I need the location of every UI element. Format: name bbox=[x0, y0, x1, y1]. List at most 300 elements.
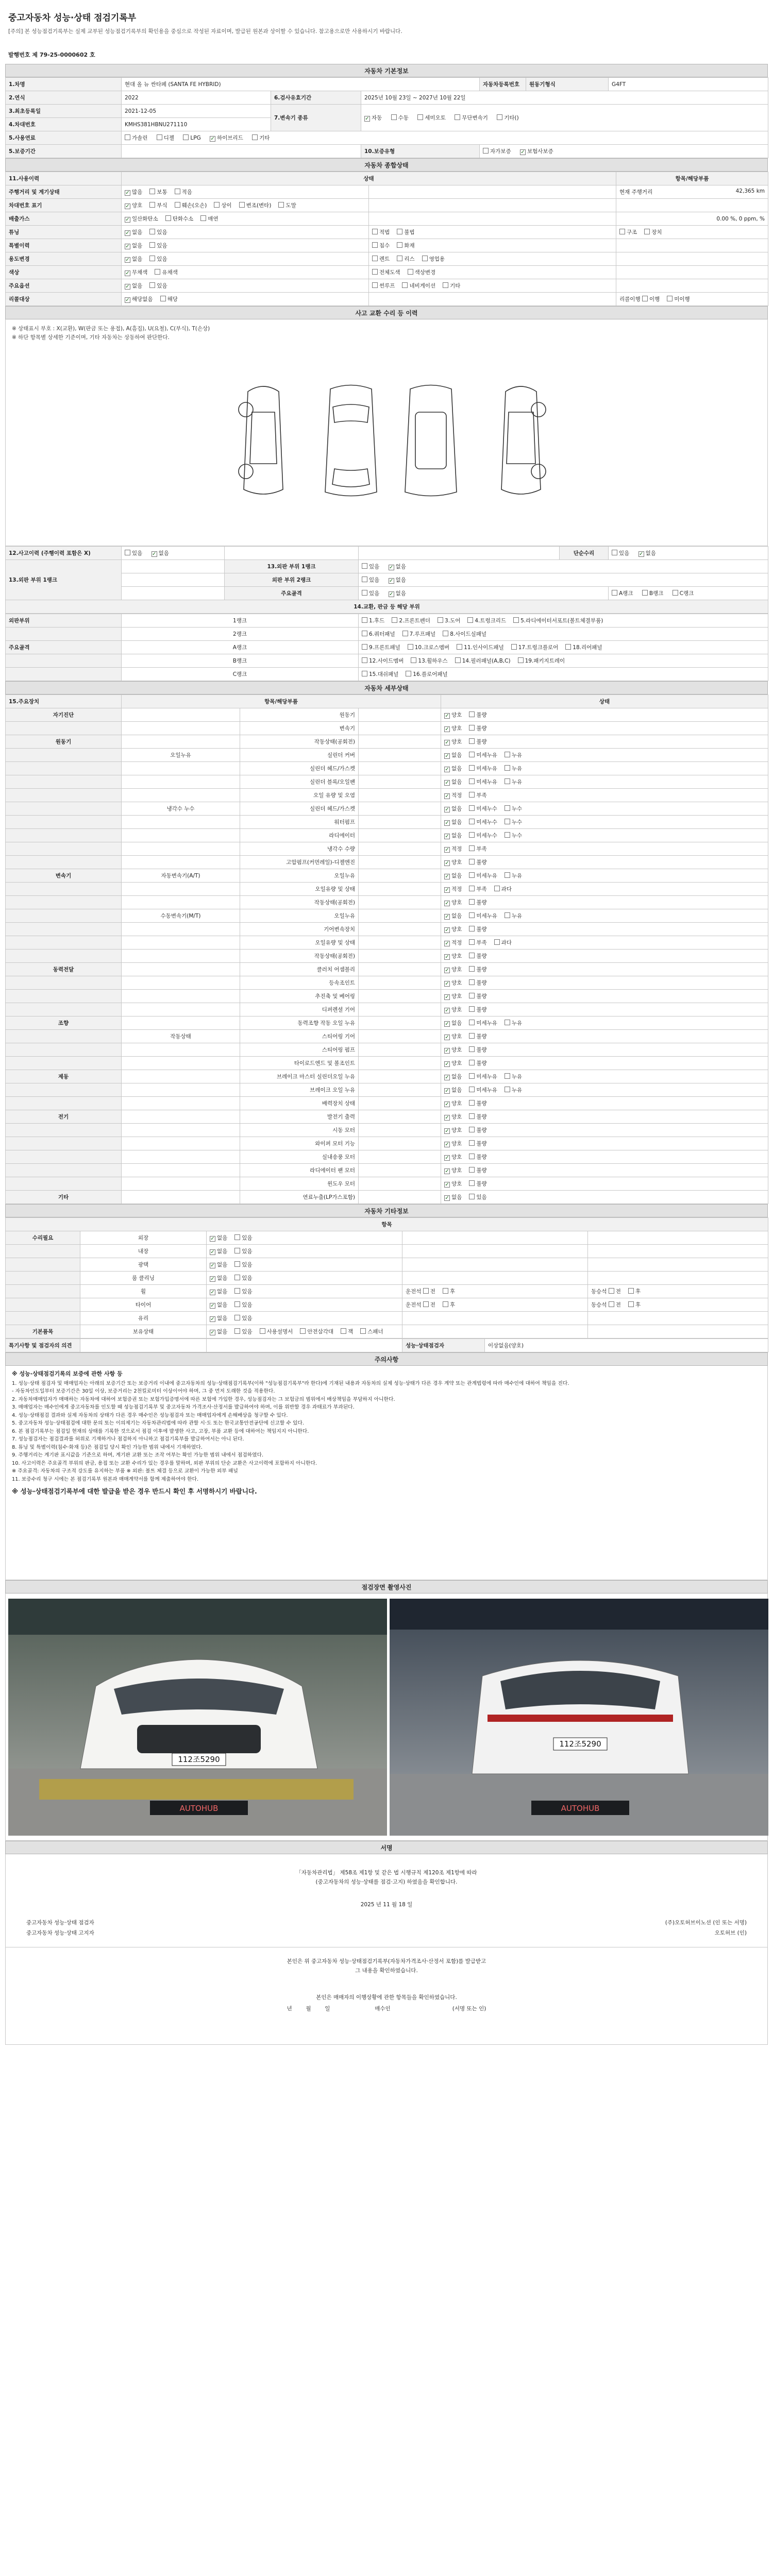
other-option-1[interactable]: 있음 bbox=[234, 1314, 252, 1322]
option-auto[interactable]: ✓ 자동 bbox=[364, 114, 382, 122]
detail-option-1[interactable]: 불량 bbox=[469, 1006, 486, 1013]
other-extra2 bbox=[588, 1312, 768, 1325]
detail-group: 변속기 bbox=[6, 869, 122, 883]
option-2[interactable]: 적음 bbox=[175, 188, 192, 196]
general-head-state: 상태 bbox=[122, 172, 616, 185]
detail-option-1[interactable]: 불량 bbox=[469, 1032, 486, 1040]
detail-option-0[interactable]: ✓ 없음 bbox=[444, 912, 462, 920]
option-2[interactable]: 매연 bbox=[200, 215, 218, 223]
checkbox-icon bbox=[443, 1288, 448, 1294]
checkbox-icon bbox=[372, 256, 378, 261]
detail-option-2[interactable]: 누수 bbox=[505, 805, 522, 812]
option-manual[interactable]: 수동 bbox=[391, 114, 409, 122]
option-mid-1[interactable]: 색상변경 bbox=[408, 268, 436, 276]
car-name-value: 현대 올 뉴 싼타페 (SANTA FE HYBRID) bbox=[122, 78, 480, 91]
checkbox-icon bbox=[444, 994, 450, 1000]
detail-option-0[interactable]: ✓ 양호 bbox=[444, 1059, 462, 1067]
part-option-2[interactable]: 8.사이드실패널 bbox=[443, 630, 486, 638]
detail-option-1[interactable]: 미세누유 bbox=[469, 1086, 497, 1094]
checkbox-icon bbox=[149, 189, 155, 194]
option-no[interactable]: ✓ 없음 bbox=[638, 549, 656, 557]
detail-option-0[interactable]: ✓ 없음 bbox=[444, 1193, 462, 1201]
detail-option-1[interactable]: 미세누유 bbox=[469, 778, 497, 786]
option-0[interactable]: ✓ 일산화탄소 bbox=[125, 215, 158, 223]
sign-line-1: 「자동차관리법」 제58조 제1항 및 같은 법 시행규칙 제120조 제1항에 따라 bbox=[296, 1870, 477, 1876]
detail-option-1[interactable]: 미세누유 bbox=[469, 872, 497, 879]
detail-condition-table bbox=[5, 694, 768, 1204]
detail-part: 추진축 및 베어링 bbox=[240, 990, 359, 1003]
general-row-right bbox=[616, 266, 768, 279]
option-0[interactable]: ✓ 무채색 bbox=[125, 268, 147, 276]
detail-option-1[interactable]: 미세누유 bbox=[469, 1019, 497, 1027]
checkbox-icon bbox=[397, 229, 402, 234]
option-mid-2[interactable]: 기타 bbox=[443, 282, 460, 290]
detail-option-1[interactable]: 불량 bbox=[469, 858, 486, 866]
option-cvt[interactable]: 무단변속기 bbox=[455, 114, 488, 122]
detail-option-1[interactable]: 불량 bbox=[469, 925, 486, 933]
detail-option-0[interactable]: ✓ 양호 bbox=[444, 925, 462, 933]
checkbox-icon bbox=[469, 1020, 475, 1025]
part-option-3[interactable]: 19.패키지트레이 bbox=[518, 657, 565, 665]
detail-options bbox=[441, 1110, 768, 1124]
option-0[interactable]: ✓ 해당없음 bbox=[125, 295, 153, 303]
other-option-1[interactable]: 있음 bbox=[234, 1234, 252, 1242]
option-2[interactable]: 훼손(오손) bbox=[175, 201, 207, 209]
other-option-1[interactable]: 있음 bbox=[234, 1287, 252, 1295]
other-option-0[interactable]: ✓ 없음 bbox=[210, 1328, 227, 1335]
detail-option-1[interactable]: 불량 bbox=[469, 965, 486, 973]
transmission-label: 7.변속기 종류 bbox=[271, 105, 361, 131]
detail-option-1[interactable]: 미세누유 bbox=[469, 765, 497, 772]
detail-option-2[interactable]: 누유 bbox=[505, 1019, 522, 1027]
extra-option-0[interactable]: 전 bbox=[423, 1301, 435, 1309]
detail-option-0[interactable]: ✓ 없음 bbox=[444, 818, 462, 826]
detail-option-0[interactable]: ✓ 양호 bbox=[444, 711, 462, 719]
detail-row bbox=[6, 1070, 768, 1083]
detail-option-1[interactable]: 부족 bbox=[469, 845, 486, 853]
detail-options bbox=[441, 722, 768, 735]
certificate-number-value: 제 79-25-0000602 호 bbox=[32, 52, 95, 58]
extra-option-1[interactable]: 후 bbox=[443, 1301, 455, 1309]
checkbox-icon bbox=[469, 1087, 475, 1092]
detail-option-0[interactable]: ✓ 적정 bbox=[444, 791, 462, 799]
other-option-1[interactable]: 있음 bbox=[234, 1328, 252, 1335]
detail-option-0[interactable]: ✓ 없음 bbox=[444, 765, 462, 772]
other-option-0[interactable]: ✓ 없음 bbox=[210, 1234, 227, 1242]
caution-line: 1. 성능·상태 점검자 및 매매업자는 아래의 보증기간 또는 보증거리 이내에 중고자동차의 성능·상태점검기록부(이하 "성능점검기록부"라 한다)에 기재된 내용과 자동차의 실제 성능·상태가 다른 경우 계약 또는 관계법령에 따라 매수인에 대하여 책임을 진다. bbox=[12, 1380, 569, 1386]
checkbox-icon bbox=[362, 563, 367, 569]
detail-option-1[interactable]: 불량 bbox=[469, 1059, 486, 1067]
other-option-1[interactable]: 있음 bbox=[234, 1261, 252, 1268]
extra2-option-0[interactable]: 전 bbox=[609, 1301, 621, 1309]
detail-option-0[interactable]: ✓ 양호 bbox=[444, 1046, 462, 1054]
detail-option-0[interactable]: ✓ 양호 bbox=[444, 858, 462, 866]
part-option-0[interactable]: 1.후드 bbox=[362, 617, 384, 624]
detail-row bbox=[6, 1150, 768, 1164]
part-option-1[interactable]: 2.프론트펜더 bbox=[392, 617, 430, 624]
detail-option-0[interactable]: ✓ 양호 bbox=[444, 1126, 462, 1134]
option-mid-1[interactable]: 화재 bbox=[397, 242, 414, 249]
general-row bbox=[6, 226, 768, 239]
part-option-4[interactable]: 18.리어패널 bbox=[565, 643, 602, 651]
plate-number-label: 자동차등록번호 bbox=[480, 78, 526, 91]
detail-option-1[interactable]: 미세누유 bbox=[469, 912, 497, 920]
option-mid-0[interactable]: 침수 bbox=[372, 242, 390, 249]
detail-option-1[interactable]: 불량 bbox=[469, 1126, 486, 1134]
detail-option-0[interactable]: ✓ 적정 bbox=[444, 885, 462, 893]
other-options bbox=[207, 1325, 402, 1338]
checkbox-icon bbox=[612, 550, 617, 555]
option-mid-0[interactable]: 썬루프 bbox=[372, 282, 395, 290]
detail-options bbox=[441, 789, 768, 802]
detail-option-1[interactable]: 미세누수 bbox=[469, 818, 497, 826]
checkbox-icon bbox=[389, 565, 394, 570]
detail-option-0[interactable]: ✓ 양호 bbox=[444, 738, 462, 745]
caution-title: 주의사항 bbox=[5, 1352, 768, 1366]
other-option-0[interactable]: ✓ 없음 bbox=[210, 1274, 227, 1282]
detail-option-1[interactable]: 불량 bbox=[469, 724, 486, 732]
checkbox-icon bbox=[505, 912, 510, 918]
part-option-3[interactable]: 17.트렁크플로어 bbox=[511, 643, 559, 651]
detail-option-0[interactable]: ✓ 없음 bbox=[444, 751, 462, 759]
other-row bbox=[6, 1325, 768, 1338]
checkbox-icon bbox=[469, 1100, 475, 1106]
detail-options bbox=[441, 829, 768, 842]
detail-option-2[interactable]: 과다 bbox=[494, 885, 512, 893]
option-1[interactable]: 해당 bbox=[160, 295, 178, 303]
option-5[interactable]: 도말 bbox=[278, 201, 296, 209]
part-option-0[interactable]: 6.쿼터패널 bbox=[362, 630, 395, 638]
option-0[interactable]: ✓ 많음 bbox=[125, 188, 142, 196]
detail-option-1[interactable]: 불량 bbox=[469, 992, 486, 1000]
checkbox-icon bbox=[511, 644, 517, 650]
detail-option-1[interactable]: 미세누유 bbox=[469, 751, 497, 759]
option-yes[interactable]: 있음 bbox=[362, 589, 379, 597]
other-more-2[interactable]: 잭 bbox=[341, 1328, 353, 1335]
checkbox-icon bbox=[642, 590, 648, 596]
main-frame-options bbox=[359, 587, 609, 600]
checkbox-icon bbox=[667, 296, 673, 301]
detail-option-1[interactable]: 미세누유 bbox=[469, 1073, 497, 1080]
part-option-0[interactable]: 15.대쉬패널 bbox=[362, 670, 398, 678]
checkbox-icon bbox=[444, 740, 450, 745]
checkbox-icon bbox=[469, 1046, 475, 1052]
detail-option-1[interactable]: 불량 bbox=[469, 1153, 486, 1161]
checkbox-icon bbox=[175, 202, 180, 208]
detail-item bbox=[359, 909, 441, 923]
detail-option-1[interactable]: 불량 bbox=[469, 952, 486, 960]
part-option-0[interactable]: 12.사이드멤버 bbox=[362, 657, 404, 665]
option-mid-1[interactable]: 불법 bbox=[397, 228, 414, 236]
checkbox-icon bbox=[341, 1328, 346, 1334]
option-right-0[interactable]: 이행 bbox=[642, 295, 660, 303]
detail-option-1[interactable]: 미세누수 bbox=[469, 832, 497, 839]
detail-option-0[interactable]: ✓ 양호 bbox=[444, 992, 462, 1000]
part-option-4[interactable]: 5.라디에이터서포트(볼트체결부품) bbox=[513, 617, 603, 624]
detail-option-0[interactable]: ✓ 없음 bbox=[444, 832, 462, 839]
option-right-0[interactable]: 구조 bbox=[619, 228, 637, 236]
detail-option-1[interactable]: 불량 bbox=[469, 711, 486, 719]
option-1[interactable]: 부식 bbox=[149, 201, 167, 209]
option-no[interactable]: ✓ 없음 bbox=[389, 589, 406, 597]
checkbox-icon bbox=[444, 1168, 450, 1174]
option-3[interactable]: 상이 bbox=[214, 201, 231, 209]
general-row-label: 배출가스 bbox=[6, 212, 122, 226]
detail-option-0[interactable]: ✓ 양호 bbox=[444, 1166, 462, 1174]
option-no[interactable]: ✓ 없음 bbox=[389, 576, 406, 584]
part-option-3[interactable]: 4.트렁크리드 bbox=[467, 617, 506, 624]
checkbox-icon bbox=[372, 269, 378, 275]
detail-option-0[interactable]: ✓ 양호 bbox=[444, 1032, 462, 1040]
detail-option-0[interactable]: ✓ 양호 bbox=[444, 1099, 462, 1107]
checkbox-icon bbox=[444, 780, 450, 786]
detail-option-0[interactable]: ✓ 없음 bbox=[444, 805, 462, 812]
detail-row bbox=[6, 1057, 768, 1070]
checkbox-icon bbox=[210, 1236, 215, 1242]
other-option-0[interactable]: ✓ 없음 bbox=[210, 1247, 227, 1255]
detail-option-0[interactable]: ✓ 없음 bbox=[444, 872, 462, 879]
detail-option-1[interactable]: 불량 bbox=[469, 1113, 486, 1121]
checkbox-icon bbox=[210, 136, 215, 142]
front-plate-text: 112조5290 bbox=[178, 1755, 220, 1764]
legend-line-2: ※ 하단 항목별 상세한 기준이며, 기타 자동차는 상동하여 판단한다. bbox=[12, 334, 170, 341]
extra-option-0[interactable]: 전 bbox=[423, 1287, 435, 1295]
option-1[interactable]: 유채색 bbox=[155, 268, 177, 276]
checkbox-icon bbox=[444, 1195, 450, 1201]
other-option-0[interactable]: ✓ 없음 bbox=[210, 1287, 227, 1295]
part-option-1[interactable]: 16.플로어패널 bbox=[406, 670, 447, 678]
checkbox-icon bbox=[125, 204, 130, 209]
part-option-1[interactable]: 10.크로스멤버 bbox=[408, 643, 449, 651]
checkbox-icon bbox=[210, 1303, 215, 1309]
part-option-1[interactable]: 7.루프패널 bbox=[402, 630, 436, 638]
general-row-options bbox=[122, 239, 369, 252]
detail-sub bbox=[122, 1150, 240, 1164]
detail-option-0[interactable]: ✓ 양호 bbox=[444, 1153, 462, 1161]
detail-option-0[interactable]: ✓ 적정 bbox=[444, 939, 462, 946]
option-mid-0[interactable]: 전체도색 bbox=[372, 268, 400, 276]
detail-options bbox=[441, 1030, 768, 1043]
checkbox-icon bbox=[469, 792, 475, 798]
exterior-rank-label: 13.외판 부위 1랭크 bbox=[6, 560, 122, 600]
detail-part: 오일유량 및 상태 bbox=[240, 936, 359, 950]
checkbox-icon bbox=[372, 242, 378, 248]
option-lpg[interactable]: LPG bbox=[183, 134, 200, 141]
parts-items bbox=[359, 668, 768, 681]
detail-option-2[interactable]: 누유 bbox=[505, 872, 522, 879]
detail-option-1[interactable]: 부족 bbox=[469, 885, 486, 893]
detail-options bbox=[441, 762, 768, 775]
option-yes[interactable]: 있음 bbox=[125, 549, 142, 557]
detail-option-0[interactable]: ✓ 양호 bbox=[444, 1006, 462, 1013]
option-rank-a[interactable]: A랭크 bbox=[612, 589, 633, 597]
simple-repair-label: 단순수리 bbox=[560, 547, 609, 560]
rear-photo bbox=[390, 1599, 768, 1836]
option-1[interactable]: 있음 bbox=[149, 242, 167, 249]
option-yes[interactable]: 있음 bbox=[362, 563, 379, 570]
sign-left-2: 중고자동차 성능·상태 고지자 bbox=[26, 1930, 94, 1936]
detail-option-1[interactable]: 불량 bbox=[469, 899, 486, 906]
detail-option-0[interactable]: ✓ 없음 bbox=[444, 1086, 462, 1094]
other-option-0[interactable]: ✓ 없음 bbox=[210, 1261, 227, 1268]
other-option-0[interactable]: ✓ 없음 bbox=[210, 1314, 227, 1322]
option-no[interactable]: ✓ 없음 bbox=[152, 549, 169, 557]
detail-item bbox=[359, 802, 441, 816]
detail-option-2[interactable]: 누유 bbox=[505, 912, 522, 920]
detail-option-2[interactable]: 누수 bbox=[505, 832, 522, 839]
detail-item bbox=[359, 896, 441, 909]
option-diesel[interactable]: 디젤 bbox=[157, 134, 174, 142]
detail-option-2[interactable]: 누유 bbox=[505, 765, 522, 772]
detail-option-1[interactable]: 불량 bbox=[469, 979, 486, 987]
detail-option-0[interactable]: ✓ 양호 bbox=[444, 1180, 462, 1188]
detail-options bbox=[441, 1191, 768, 1204]
detail-option-0[interactable]: ✓ 없음 bbox=[444, 1019, 462, 1027]
option-mid-2[interactable]: 영업용 bbox=[422, 255, 445, 263]
checkbox-icon bbox=[278, 202, 284, 208]
option-0[interactable]: ✓ 없음 bbox=[125, 282, 142, 290]
extra2-option-1[interactable]: 후 bbox=[628, 1287, 641, 1295]
detail-option-0[interactable]: ✓ 없음 bbox=[444, 778, 462, 786]
detail-option-0[interactable]: ✓ 없음 bbox=[444, 1073, 462, 1080]
option-mid-1[interactable]: 리스 bbox=[397, 255, 414, 263]
detail-option-0[interactable]: ✓ 양호 bbox=[444, 1140, 462, 1147]
detail-item bbox=[359, 1070, 441, 1083]
detail-group bbox=[6, 923, 122, 936]
other-option-1[interactable]: 있음 bbox=[234, 1274, 252, 1282]
option-1[interactable]: 탄화수소 bbox=[165, 215, 194, 223]
detail-options bbox=[441, 708, 768, 722]
other-option-0[interactable]: ✓ 없음 bbox=[210, 1301, 227, 1309]
option-rank-b[interactable]: B랭크 bbox=[642, 589, 664, 597]
option-right-1[interactable]: 장치 bbox=[644, 228, 662, 236]
checkbox-icon bbox=[239, 202, 245, 208]
other-option-1[interactable]: 있음 bbox=[234, 1301, 252, 1309]
detail-options bbox=[441, 856, 768, 869]
option-rank-c[interactable]: C랭크 bbox=[673, 589, 694, 597]
option-insurance-warranty[interactable]: ✓ 보험사보증 bbox=[520, 147, 553, 155]
detail-part: 연료누출(LP가스포함) bbox=[240, 1191, 359, 1204]
detail-part: 실린더 헤드/가스켓 bbox=[240, 802, 359, 816]
option-0[interactable]: ✓ 양호 bbox=[125, 201, 142, 209]
detail-part: 실린더 헤드/가스켓 bbox=[240, 762, 359, 775]
option-0[interactable]: ✓ 없음 bbox=[125, 255, 142, 263]
detail-option-1[interactable]: 미세누수 bbox=[469, 805, 497, 812]
sign-middle-2: 그 내용을 확인하였습니다. bbox=[355, 1968, 418, 1974]
part-option-2[interactable]: 3.도어 bbox=[438, 617, 460, 624]
detail-option-2[interactable]: 누유 bbox=[505, 778, 522, 786]
detail-option-2[interactable]: 누유 bbox=[505, 1086, 522, 1094]
other-extra2 bbox=[588, 1325, 768, 1338]
checkbox-icon bbox=[444, 1128, 450, 1134]
detail-option-0[interactable]: ✓ 양호 bbox=[444, 724, 462, 732]
part-option-1[interactable]: 13.휠하우스 bbox=[411, 657, 447, 665]
option-yes[interactable]: 있음 bbox=[362, 576, 379, 584]
detail-option-1[interactable]: 불량 bbox=[469, 1046, 486, 1054]
other-options bbox=[207, 1272, 402, 1285]
option-gasoline[interactable]: 가솔린 bbox=[125, 134, 147, 142]
option-mid-0[interactable]: 적법 bbox=[372, 228, 390, 236]
option-4[interactable]: 변조(변타) bbox=[239, 201, 272, 209]
checkbox-icon bbox=[444, 1115, 450, 1121]
detail-sub bbox=[122, 896, 240, 909]
detail-option-1[interactable]: 불량 bbox=[469, 1099, 486, 1107]
option-0[interactable]: ✓ 없음 bbox=[125, 228, 142, 236]
other-more-3[interactable]: 스패너 bbox=[360, 1328, 383, 1335]
detail-option-1[interactable]: 부족 bbox=[469, 939, 486, 946]
option-yes[interactable]: 있음 bbox=[612, 549, 629, 557]
detail-option-0[interactable]: ✓ 양호 bbox=[444, 952, 462, 960]
other-option-1[interactable]: 있음 bbox=[234, 1247, 252, 1255]
option-no[interactable]: ✓ 없음 bbox=[389, 563, 406, 570]
detail-option-0[interactable]: ✓ 적정 bbox=[444, 845, 462, 853]
detail-option-0[interactable]: ✓ 양호 bbox=[444, 1113, 462, 1121]
detail-row bbox=[6, 1003, 768, 1016]
checkbox-icon bbox=[443, 1301, 448, 1307]
option-mid-1[interactable]: 네비게이션 bbox=[402, 282, 435, 290]
checkbox-icon bbox=[444, 941, 450, 946]
checkbox-icon bbox=[406, 671, 411, 676]
option-1[interactable]: 보통 bbox=[149, 188, 167, 196]
option-mid-0[interactable]: 렌트 bbox=[372, 255, 390, 263]
option-fuel-other[interactable]: 기타 bbox=[252, 134, 270, 142]
other-more-0[interactable]: 사용설명서 bbox=[260, 1328, 293, 1335]
detail-option-2[interactable]: 누수 bbox=[505, 818, 522, 826]
detail-head-item: 항목/해당부품 bbox=[122, 695, 441, 708]
detail-sub bbox=[122, 762, 240, 775]
detail-row bbox=[6, 950, 768, 963]
other-more-1[interactable]: 안전삼각대 bbox=[300, 1328, 333, 1335]
detail-row bbox=[6, 990, 768, 1003]
certificate-number-label: 발행번호 bbox=[8, 52, 30, 58]
checkbox-icon bbox=[505, 832, 510, 838]
option-semiauto[interactable]: 세미오토 bbox=[417, 114, 446, 122]
option-1[interactable]: 있음 bbox=[149, 228, 167, 236]
detail-item bbox=[359, 735, 441, 749]
detail-option-1[interactable]: 불량 bbox=[469, 738, 486, 745]
part-option-2[interactable]: 11.인사이드패널 bbox=[457, 643, 504, 651]
option-1[interactable]: 있음 bbox=[149, 255, 167, 263]
checkbox-icon bbox=[469, 765, 475, 771]
detail-option-0[interactable]: ✓ 양호 bbox=[444, 979, 462, 987]
detail-option-1[interactable]: 불량 bbox=[469, 1140, 486, 1147]
option-0[interactable]: ✓ 없음 bbox=[125, 242, 142, 249]
part-option-0[interactable]: 9.프론트패널 bbox=[362, 643, 400, 651]
extra2-option-1[interactable]: 후 bbox=[628, 1301, 641, 1309]
option-right-1[interactable]: 미이행 bbox=[667, 295, 690, 303]
part-option-2[interactable]: 14.필러패널(A,B,C) bbox=[455, 657, 511, 665]
extra2-option-0[interactable]: 전 bbox=[609, 1287, 621, 1295]
detail-option-1[interactable]: 불량 bbox=[469, 1180, 486, 1188]
option-1[interactable]: 있음 bbox=[149, 282, 167, 290]
detail-item bbox=[359, 722, 441, 735]
checkbox-icon bbox=[372, 282, 378, 288]
detail-options bbox=[441, 1016, 768, 1030]
detail-option-1[interactable]: 있음 bbox=[469, 1193, 486, 1201]
option-hybrid[interactable]: ✓ 하이브리드 bbox=[210, 134, 243, 142]
other-options bbox=[207, 1231, 402, 1245]
detail-option-1[interactable]: 부족 bbox=[469, 791, 486, 799]
detail-option-2[interactable]: 누유 bbox=[505, 751, 522, 759]
option-self-warranty[interactable]: 자가보증 bbox=[483, 147, 511, 155]
detail-option-0[interactable]: ✓ 양호 bbox=[444, 899, 462, 906]
option-other[interactable]: 기타() bbox=[497, 114, 518, 122]
detail-option-2[interactable]: 과다 bbox=[494, 939, 512, 946]
detail-option-2[interactable]: 누유 bbox=[505, 1073, 522, 1080]
extra-option-1[interactable]: 후 bbox=[443, 1287, 455, 1295]
detail-option-1[interactable]: 불량 bbox=[469, 1166, 486, 1174]
detail-option-0[interactable]: ✓ 양호 bbox=[444, 965, 462, 973]
